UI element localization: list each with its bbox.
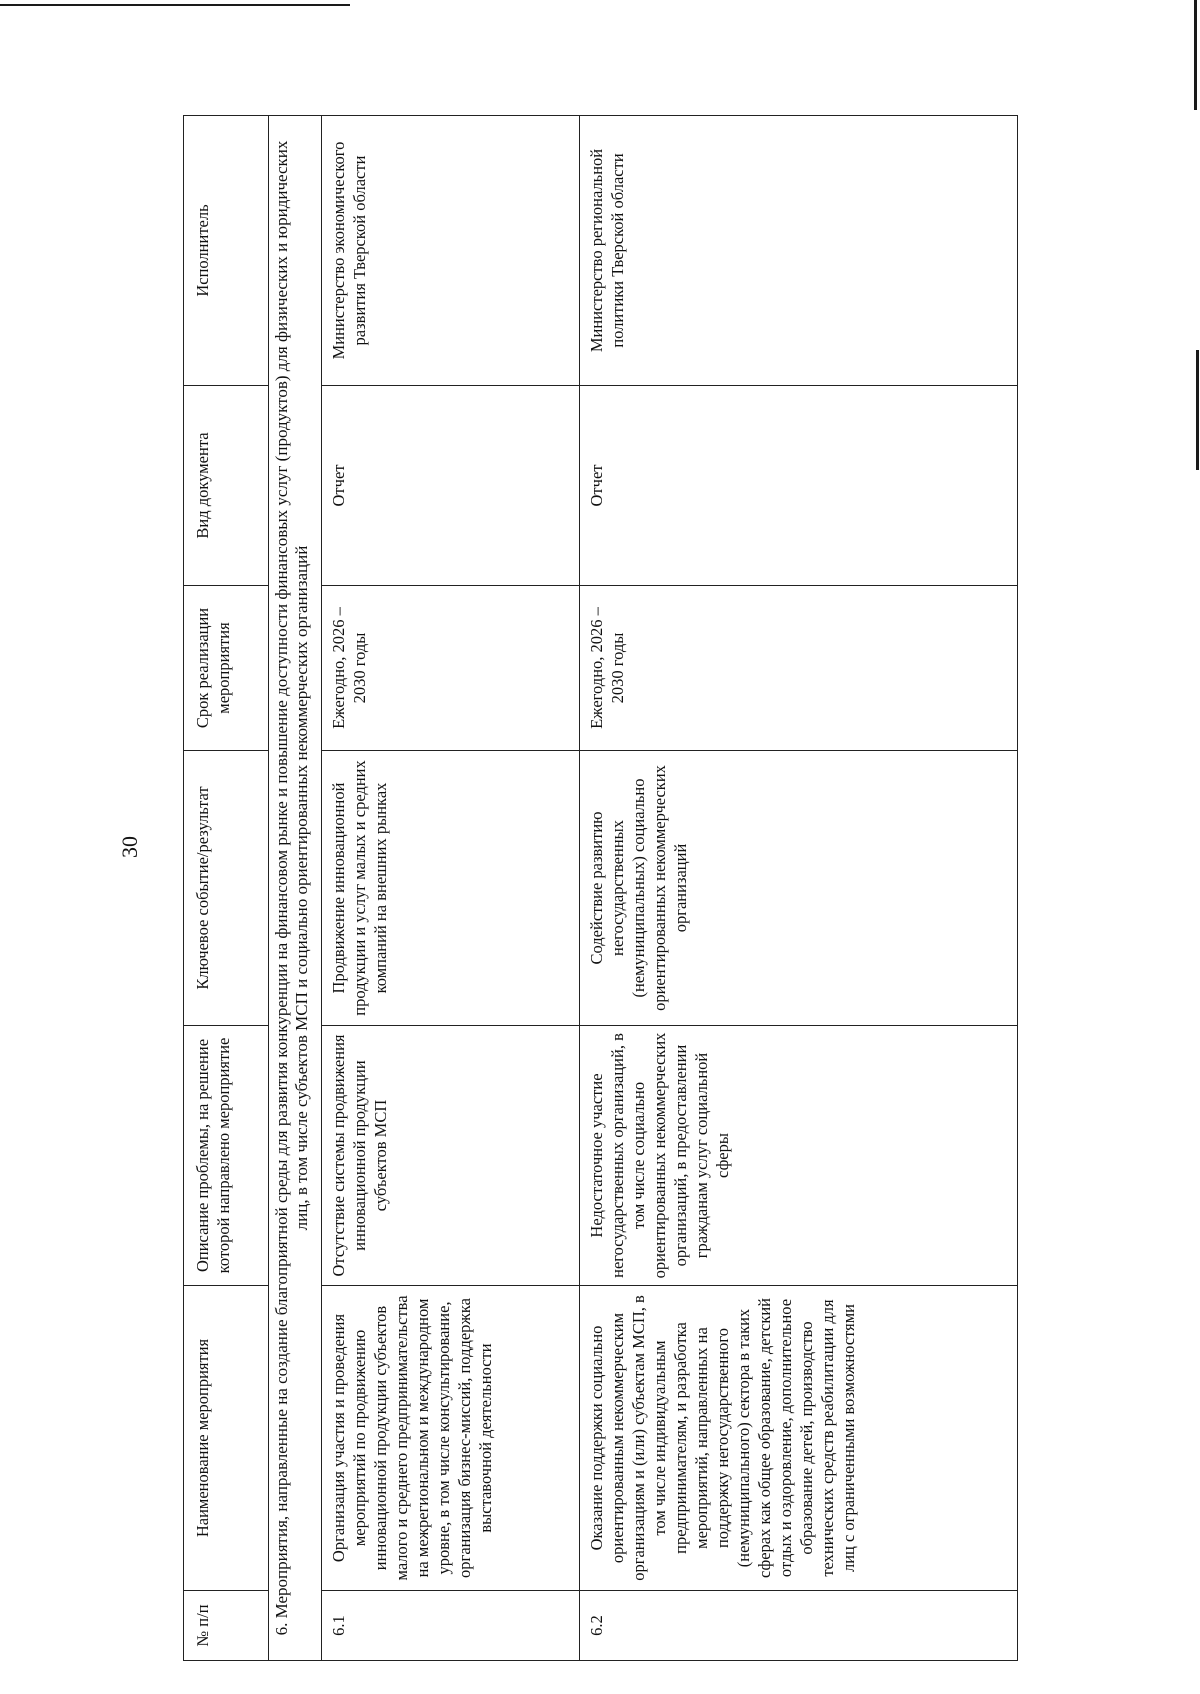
cell-term: Ежегодно, 2026 – 2030 годы xyxy=(579,585,1017,750)
scan-edge-mark xyxy=(1196,350,1199,470)
table-row xyxy=(579,115,1017,1660)
cell-document: Отчет xyxy=(321,385,579,585)
header-term: Срок реализации мероприятия xyxy=(183,585,268,750)
cell-term: Ежегодно, 2026 – 2030 годы xyxy=(321,585,579,750)
cell-problem: Недостаточное участие негосударственных организаций, в том числе социально ориентированных некоммерческих организаций, в предоставлении гражданам услуг социальной сферы xyxy=(579,1025,1017,1285)
header-executor: Исполнитель xyxy=(183,115,268,385)
table-header-row xyxy=(183,115,268,1660)
section-title: 6. Мероприятия, направленные на создание благоприятной среды для развития конкуренции на финансовом рынке и повышение доступности финансовых услуг (продуктов) для физических и юридических лиц, в том числе субъектов МСП и социально ориентированных некоммерческих организаций xyxy=(268,115,321,1660)
cell-document: Отчет xyxy=(579,385,1017,585)
cell-number: 6.2 xyxy=(579,1590,1017,1660)
header-name: Наименование мероприятия xyxy=(183,1285,268,1590)
measures-table xyxy=(183,115,1018,1661)
section-row xyxy=(268,115,321,1660)
header-number: № п/п xyxy=(183,1590,268,1660)
cell-result: Продвижение инновационной продукции и услуг малых и средних компаний на внешних рынках xyxy=(321,750,579,1025)
cell-problem: Отсутствие системы продвижения инновационной продукции субъектов МСП xyxy=(321,1025,579,1285)
header-problem: Описание проблемы, на решение которой направлено мероприятие xyxy=(183,1025,268,1285)
cell-executor: Министерство экономического развития Тверской области xyxy=(321,115,579,385)
cell-name: Организация участия и проведения мероприятий по продвижению инновационной продукции субъектов малого и среднего предпринимательства на межрегиональном и международном уровне, в том числе консультирование, организация бизнес-миссий, поддержка выставочной деятельности xyxy=(321,1285,579,1590)
measures-table-wrapper xyxy=(183,116,1018,1661)
cell-number: 6.1 xyxy=(321,1590,579,1660)
cell-executor: Министерство региональной политики Тверской области xyxy=(579,115,1017,385)
scan-edge-mark xyxy=(0,4,350,6)
table-row xyxy=(321,115,579,1660)
scan-edge-mark xyxy=(1194,0,1197,110)
header-result: Ключевое событие/результат xyxy=(183,750,268,1025)
cell-result: Содействие развитию негосударственных (немуниципальных) социально ориентированных некоммерческих организаций xyxy=(579,750,1017,1025)
page-number: 30 xyxy=(117,836,142,858)
cell-name: Оказание поддержки социально ориентированным некоммерческим организациям и (или) субъектам МСП, в том числе индивидуальным предпринимателям, и разработка мероприятий, направленных на поддержку негосударственного (немуниципального) сектора в таких сферах как общее образование, детский отдых и оздоровление, дополнительное образование детей, производство технических средств реабилитации для лиц с ограниченными возможностями xyxy=(579,1285,1017,1590)
header-document: Вид документа xyxy=(183,385,268,585)
